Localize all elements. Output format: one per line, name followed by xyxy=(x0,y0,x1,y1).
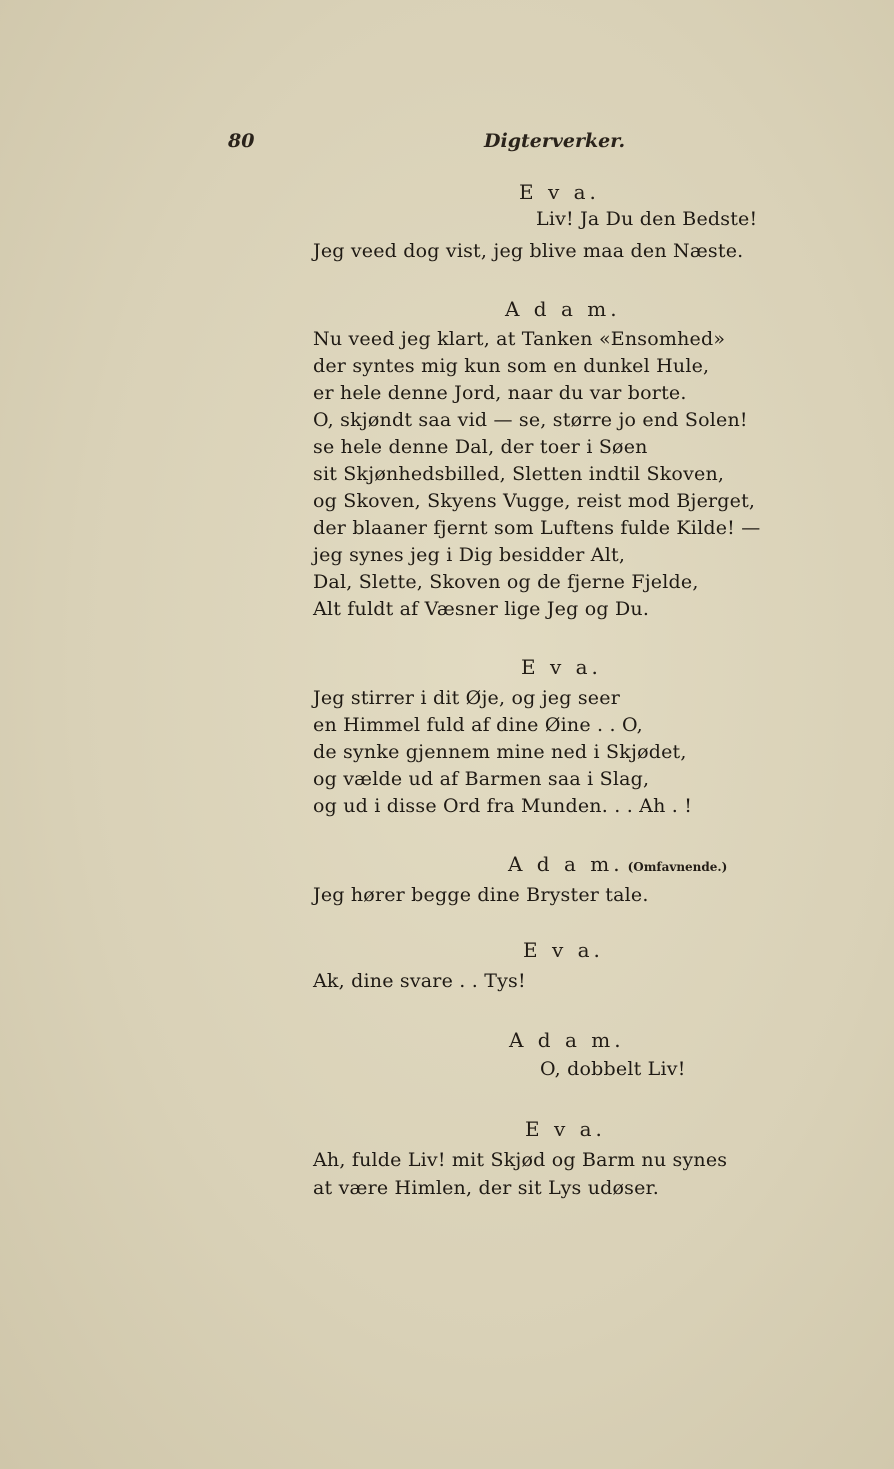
verse-line: at være Himlen, der sit Lys udøser. xyxy=(313,1177,659,1199)
verse-line: Ah, fulde Liv! mit Skjød og Barm nu synes xyxy=(313,1149,728,1171)
verse-line: Dal, Slette, Skoven og de fjerne Fjelde, xyxy=(313,571,699,593)
stage-direction: (Omfavnende.) xyxy=(627,860,728,874)
verse-line: se hele denne Dal, der toer i Søen xyxy=(313,436,648,458)
verse-line: O, skjøndt saa vid — se, større jo end Solen! xyxy=(313,409,748,431)
verse-line: Jeg hører begge dine Bryster tale. xyxy=(313,884,649,906)
speaker-name: E v a. xyxy=(519,180,600,204)
verse-line: Nu veed jeg klart, at Tanken «Ensomhed» xyxy=(313,328,726,350)
verse-line: er hele denne Jord, naar du var borte. xyxy=(313,382,687,404)
page-number: 80 xyxy=(228,130,255,152)
speaker-label: A d a m. xyxy=(508,852,624,876)
verse-line: Liv! Ja Du den Bedste! xyxy=(536,208,758,230)
running-title: Digterverker. xyxy=(484,130,626,152)
verse-line: der blaaner fjernt som Luftens fulde Kilde! — xyxy=(313,517,761,539)
verse-line: og ud i disse Ord fra Munden. . . Ah . ! xyxy=(313,795,693,817)
verse-line: de synke gjennem mine ned i Skjødet, xyxy=(313,741,687,763)
verse-line: Alt fuldt af Væsner lige Jeg og Du. xyxy=(313,598,650,620)
verse-line: Ak, dine svare . . Tys! xyxy=(313,970,526,992)
verse-line: der syntes mig kun som en dunkel Hule, xyxy=(313,355,710,377)
verse-line: og vælde ud af Barmen saa i Slag, xyxy=(313,768,650,790)
verse-line: O, dobbelt Liv! xyxy=(540,1058,686,1080)
speaker-name: E v a. xyxy=(521,655,602,679)
verse-line: Jeg stirrer i dit Øje, og jeg seer xyxy=(313,687,620,709)
speaker-name: A d a m. xyxy=(509,1028,625,1052)
verse-line: sit Skjønhedsbilled, Sletten indtil Skoven, xyxy=(313,463,725,485)
verse-line: og Skoven, Skyens Vugge, reist mod Bjerget, xyxy=(313,490,756,512)
speaker-name xyxy=(508,852,727,876)
verse-line: jeg synes jeg i Dig besidder Alt, xyxy=(313,544,626,566)
verse-line: en Himmel fuld af dine Øine . . O, xyxy=(313,714,643,736)
verse-line: Jeg veed dog vist, jeg blive maa den Næste. xyxy=(313,240,744,262)
speaker-name: A d a m. xyxy=(505,297,621,321)
speaker-name: E v a. xyxy=(523,938,604,962)
speaker-name: E v a. xyxy=(525,1117,606,1141)
